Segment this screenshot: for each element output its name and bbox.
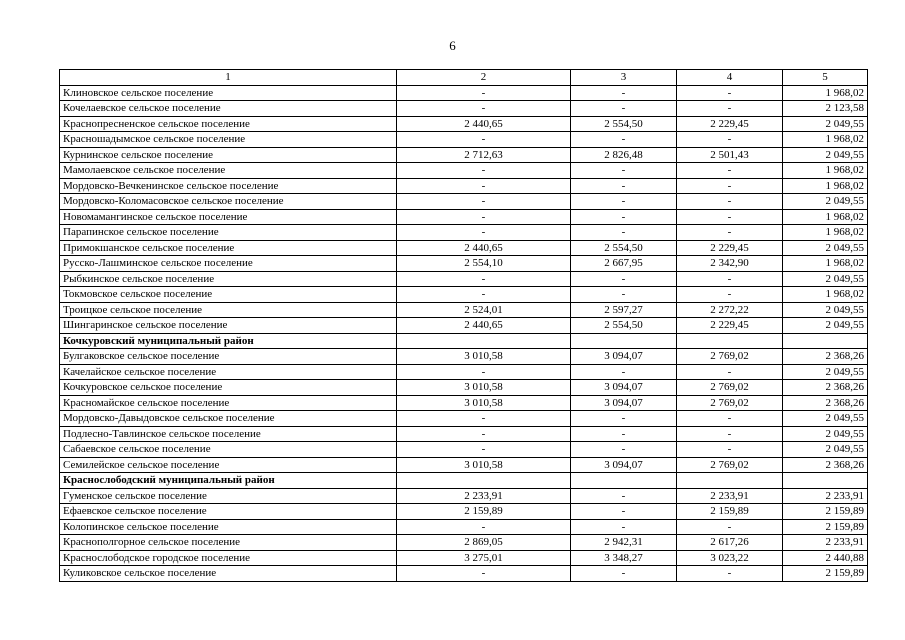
- value-cell-c2: -: [397, 178, 571, 194]
- settlement-name: Курнинское сельское поселение: [60, 147, 397, 163]
- value-cell-c3: -: [571, 163, 677, 179]
- value-cell-c5: 2 368,26: [783, 380, 868, 396]
- value-cell-c4: -: [677, 287, 783, 303]
- value-cell-c2: 2 712,63: [397, 147, 571, 163]
- value-cell-c3: -: [571, 287, 677, 303]
- table-row: [60, 380, 868, 396]
- value-cell-c2: 2 869,05: [397, 535, 571, 551]
- value-cell-c5: 2 049,55: [783, 116, 868, 132]
- value-cell-c4: -: [677, 426, 783, 442]
- settlement-name: Клиновское сельское поселение: [60, 85, 397, 101]
- table-row: [60, 426, 868, 442]
- table-row: [60, 209, 868, 225]
- settlement-name: Примокшанское сельское поселение: [60, 240, 397, 256]
- value-cell-c4: 2 501,43: [677, 147, 783, 163]
- value-cell-c2: -: [397, 132, 571, 148]
- value-cell-c2: -: [397, 85, 571, 101]
- settlement-name: Булгаковское сельское поселение: [60, 349, 397, 365]
- value-cell-c5: 2 440,88: [783, 550, 868, 566]
- value-cell-c2: 3 010,58: [397, 349, 571, 365]
- settlement-name: Краснослободское городское поселение: [60, 550, 397, 566]
- value-cell-c3: 3 094,07: [571, 395, 677, 411]
- settlement-name: Колопинское сельское поселение: [60, 519, 397, 535]
- settlement-name: Подлесно-Тавлинское сельское поселение: [60, 426, 397, 442]
- settlement-name: Шингаринское сельское поселение: [60, 318, 397, 334]
- value-cell-c4: -: [677, 519, 783, 535]
- table-row: [60, 395, 868, 411]
- table-row: [60, 535, 868, 551]
- district-name: Краснослободский муниципальный район: [60, 473, 397, 489]
- value-cell-c2: 2 159,89: [397, 504, 571, 520]
- table-row: [60, 147, 868, 163]
- value-cell-c2: -: [397, 225, 571, 241]
- value-cell-c4: [677, 473, 783, 489]
- value-cell-c2: 3 010,58: [397, 457, 571, 473]
- value-cell-c5: 2 368,26: [783, 395, 868, 411]
- table-row: [60, 116, 868, 132]
- value-cell-c2: [397, 333, 571, 349]
- settlement-name: Семилейское сельское поселение: [60, 457, 397, 473]
- value-cell-c4: 2 233,91: [677, 488, 783, 504]
- value-cell-c3: 3 348,27: [571, 550, 677, 566]
- value-cell-c5: 2 233,91: [783, 488, 868, 504]
- value-cell-c4: 2 159,89: [677, 504, 783, 520]
- settlement-name: Парапинское сельское поселение: [60, 225, 397, 241]
- value-cell-c3: 2 597,27: [571, 302, 677, 318]
- value-cell-c3: -: [571, 101, 677, 117]
- value-cell-c3: -: [571, 566, 677, 582]
- value-cell-c4: -: [677, 85, 783, 101]
- district-row: [60, 473, 868, 489]
- value-cell-c4: 3 023,22: [677, 550, 783, 566]
- column-header: 1: [60, 70, 397, 86]
- value-cell-c4: 2 229,45: [677, 318, 783, 334]
- column-header: 5: [783, 70, 868, 86]
- value-cell-c3: 2 554,50: [571, 116, 677, 132]
- table-row: [60, 457, 868, 473]
- table-row: [60, 488, 868, 504]
- value-cell-c3: 3 094,07: [571, 349, 677, 365]
- value-cell-c5: 2 368,26: [783, 457, 868, 473]
- value-cell-c2: -: [397, 411, 571, 427]
- value-cell-c2: [397, 473, 571, 489]
- value-cell-c4: 2 342,90: [677, 256, 783, 272]
- value-cell-c2: -: [397, 163, 571, 179]
- value-cell-c5: 2 123,58: [783, 101, 868, 117]
- value-cell-c2: 3 275,01: [397, 550, 571, 566]
- value-cell-c2: -: [397, 364, 571, 380]
- settlement-name: Красномайское сельское поселение: [60, 395, 397, 411]
- settlement-name: Качелайское сельское поселение: [60, 364, 397, 380]
- page-number: 6: [449, 38, 456, 53]
- value-cell-c5: 1 968,02: [783, 287, 868, 303]
- column-number-row: [60, 70, 868, 86]
- table-row: [60, 256, 868, 272]
- value-cell-c2: 2 554,10: [397, 256, 571, 272]
- value-cell-c3: 2 554,50: [571, 318, 677, 334]
- table-row: [60, 287, 868, 303]
- value-cell-c2: -: [397, 209, 571, 225]
- settlement-name: Кочкуровское сельское поселение: [60, 380, 397, 396]
- value-cell-c4: -: [677, 178, 783, 194]
- table-row: [60, 411, 868, 427]
- value-cell-c2: -: [397, 271, 571, 287]
- value-cell-c5: 1 968,02: [783, 163, 868, 179]
- table-row: [60, 271, 868, 287]
- value-cell-c3: -: [571, 411, 677, 427]
- value-cell-c4: -: [677, 132, 783, 148]
- column-header: 3: [571, 70, 677, 86]
- settlement-name: Мамолаевское сельское поселение: [60, 163, 397, 179]
- value-cell-c5: 1 968,02: [783, 132, 868, 148]
- value-cell-c5: [783, 333, 868, 349]
- table-row: [60, 240, 868, 256]
- value-cell-c2: 3 010,58: [397, 395, 571, 411]
- value-cell-c2: 2 440,65: [397, 318, 571, 334]
- settlement-name: Токмовское сельское поселение: [60, 287, 397, 303]
- value-cell-c4: -: [677, 101, 783, 117]
- settlement-name: Куликовское сельское поселение: [60, 566, 397, 582]
- value-cell-c5: 2 368,26: [783, 349, 868, 365]
- value-cell-c5: 1 968,02: [783, 225, 868, 241]
- value-cell-c5: 2 049,55: [783, 411, 868, 427]
- value-cell-c3: -: [571, 85, 677, 101]
- table-row: [60, 101, 868, 117]
- value-cell-c3: 2 942,31: [571, 535, 677, 551]
- value-cell-c4: -: [677, 225, 783, 241]
- table-row: [60, 163, 868, 179]
- value-cell-c4: 2 769,02: [677, 395, 783, 411]
- settlement-name: Красношадымское сельское поселение: [60, 132, 397, 148]
- settlement-name: Краснопресненское сельское поселение: [60, 116, 397, 132]
- value-cell-c4: -: [677, 442, 783, 458]
- value-cell-c4: -: [677, 163, 783, 179]
- value-cell-c5: 2 159,89: [783, 504, 868, 520]
- value-cell-c3: 2 826,48: [571, 147, 677, 163]
- value-cell-c3: -: [571, 271, 677, 287]
- district-row: [60, 333, 868, 349]
- value-cell-c5: [783, 473, 868, 489]
- value-cell-c3: [571, 333, 677, 349]
- settlement-name: Новомамангинское сельское поселение: [60, 209, 397, 225]
- value-cell-c4: -: [677, 209, 783, 225]
- value-cell-c5: 1 968,02: [783, 256, 868, 272]
- value-cell-c4: 2 769,02: [677, 380, 783, 396]
- value-cell-c5: 2 233,91: [783, 535, 868, 551]
- table-row: [60, 442, 868, 458]
- settlement-name: Мордовско-Давыдовское сельское поселение: [60, 411, 397, 427]
- value-cell-c2: 2 524,01: [397, 302, 571, 318]
- value-cell-c3: -: [571, 132, 677, 148]
- value-cell-c2: -: [397, 287, 571, 303]
- value-cell-c3: -: [571, 194, 677, 210]
- value-cell-c2: 2 440,65: [397, 240, 571, 256]
- value-cell-c2: 2 233,91: [397, 488, 571, 504]
- table-row: [60, 349, 868, 365]
- value-cell-c3: -: [571, 364, 677, 380]
- value-cell-c5: 2 049,55: [783, 364, 868, 380]
- settlement-name: Русско-Лашминское сельское поселение: [60, 256, 397, 272]
- table-row: [60, 566, 868, 582]
- value-cell-c2: -: [397, 194, 571, 210]
- table-row: [60, 550, 868, 566]
- value-cell-c3: -: [571, 225, 677, 241]
- value-cell-c5: 2 049,55: [783, 318, 868, 334]
- value-cell-c4: -: [677, 566, 783, 582]
- settlement-name: Сабаевское сельское поселение: [60, 442, 397, 458]
- value-cell-c2: 2 440,65: [397, 116, 571, 132]
- district-name: Кочкуровский муниципальный район: [60, 333, 397, 349]
- table-row: [60, 132, 868, 148]
- value-cell-c2: 3 010,58: [397, 380, 571, 396]
- value-cell-c3: 3 094,07: [571, 457, 677, 473]
- value-cell-c3: 3 094,07: [571, 380, 677, 396]
- table-row: [60, 364, 868, 380]
- value-cell-c4: -: [677, 194, 783, 210]
- value-cell-c2: -: [397, 566, 571, 582]
- value-cell-c5: 2 049,55: [783, 147, 868, 163]
- settlement-name: Троицкое сельское поселение: [60, 302, 397, 318]
- value-cell-c4: -: [677, 364, 783, 380]
- value-cell-c5: 1 968,02: [783, 209, 868, 225]
- column-header: 2: [397, 70, 571, 86]
- value-cell-c3: -: [571, 504, 677, 520]
- value-cell-c5: 2 049,55: [783, 240, 868, 256]
- value-cell-c4: -: [677, 411, 783, 427]
- value-cell-c3: -: [571, 178, 677, 194]
- value-cell-c2: -: [397, 442, 571, 458]
- value-cell-c3: -: [571, 426, 677, 442]
- value-cell-c4: 2 769,02: [677, 349, 783, 365]
- value-cell-c4: 2 229,45: [677, 116, 783, 132]
- table-row: [60, 302, 868, 318]
- value-cell-c4: 2 272,22: [677, 302, 783, 318]
- value-cell-c4: [677, 333, 783, 349]
- value-cell-c3: -: [571, 488, 677, 504]
- settlement-name: Ефаевское сельское поселение: [60, 504, 397, 520]
- settlement-name: Рыбкинское сельское поселение: [60, 271, 397, 287]
- value-cell-c3: [571, 473, 677, 489]
- settlement-name: Гуменское сельское поселение: [60, 488, 397, 504]
- tariff-table: [59, 69, 868, 582]
- column-header: 4: [677, 70, 783, 86]
- value-cell-c3: 2 667,95: [571, 256, 677, 272]
- value-cell-c4: 2 617,26: [677, 535, 783, 551]
- value-cell-c4: -: [677, 271, 783, 287]
- table-row: [60, 318, 868, 334]
- value-cell-c5: 1 968,02: [783, 85, 868, 101]
- value-cell-c3: -: [571, 209, 677, 225]
- value-cell-c3: 2 554,50: [571, 240, 677, 256]
- value-cell-c2: -: [397, 101, 571, 117]
- value-cell-c2: -: [397, 426, 571, 442]
- table-row: [60, 194, 868, 210]
- value-cell-c5: 2 049,55: [783, 442, 868, 458]
- table-row: [60, 178, 868, 194]
- value-cell-c5: 2 159,89: [783, 519, 868, 535]
- value-cell-c3: -: [571, 442, 677, 458]
- settlement-name: Кочелаевское сельское поселение: [60, 101, 397, 117]
- value-cell-c2: -: [397, 519, 571, 535]
- settlement-name: Мордовско-Вечкенинское сельское поселение: [60, 178, 397, 194]
- settlement-name: Мордовско-Коломасовское сельское поселение: [60, 194, 397, 210]
- table-row: [60, 85, 868, 101]
- value-cell-c5: 1 968,02: [783, 178, 868, 194]
- value-cell-c3: -: [571, 519, 677, 535]
- table-row: [60, 519, 868, 535]
- table-row: [60, 225, 868, 241]
- value-cell-c5: 2 159,89: [783, 566, 868, 582]
- value-cell-c4: 2 769,02: [677, 457, 783, 473]
- table-row: [60, 504, 868, 520]
- value-cell-c4: 2 229,45: [677, 240, 783, 256]
- value-cell-c5: 2 049,55: [783, 194, 868, 210]
- settlement-name: Краснополгорное сельское поселение: [60, 535, 397, 551]
- value-cell-c5: 2 049,55: [783, 426, 868, 442]
- value-cell-c5: 2 049,55: [783, 271, 868, 287]
- value-cell-c5: 2 049,55: [783, 302, 868, 318]
